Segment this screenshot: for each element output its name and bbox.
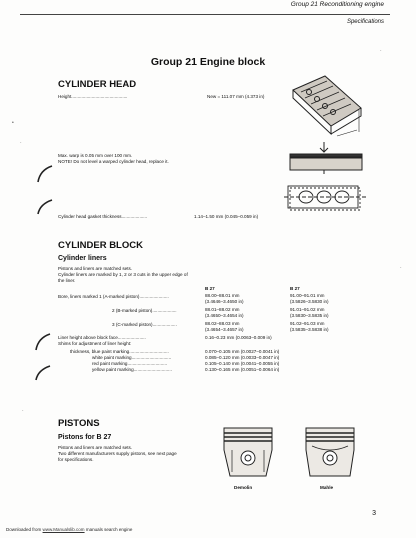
- straight-edge-illustration: [286, 140, 366, 176]
- shim-row-label: yellow paint marking..............................: [92, 367, 172, 372]
- bore-row-label: Bore, liners marked 1 (A-marked piston).......................: [58, 294, 169, 299]
- gasket-label: Cylinder head gasket thickness....................: [58, 214, 148, 219]
- binder-hole-arc: [36, 334, 50, 350]
- scan-speck: ·: [22, 408, 24, 414]
- height-label: Height............................................: [58, 94, 128, 99]
- bore-value: 88.02–88.03 mm: [205, 321, 240, 326]
- bore-value: 91.00–91.01 mm: [290, 293, 325, 298]
- download-footer: [6, 527, 132, 532]
- warp-note: NOTE! Do not level a warped cylinder head, replace it.: [58, 159, 169, 164]
- demolin-caption: Demolin: [234, 485, 253, 490]
- footer-suffix: manuals search engine: [85, 527, 133, 532]
- pistons-text-line: Two different manufacturers supply pistons, see next page: [58, 451, 177, 456]
- bore-value: 88.01–88.02 mm: [205, 307, 240, 312]
- manualslib-link[interactable]: www.Manualslib.com: [42, 527, 85, 532]
- shim-row-label: white paint marking...............................: [92, 355, 172, 360]
- scan-speck: ·: [20, 140, 22, 146]
- bore-value: 91.02–91.03 mm: [290, 321, 325, 326]
- warp-spec: Max. warp is 0.05 mm over 100 mm.: [58, 153, 133, 158]
- cylinder-liners-heading: Cylinder liners: [58, 255, 107, 262]
- shim-row-value: 0.105–0.140 mm (0.0041–0.0055 in): [205, 361, 280, 366]
- footer-prefix: Downloaded from: [6, 527, 42, 532]
- shim-row-value: 0.070–0.105 mm (0.0027–0.0041 in): [205, 349, 280, 354]
- mahle-caption: Mahle: [320, 485, 334, 490]
- bore-row-label: 3 (C-marked piston)...................: [112, 322, 177, 327]
- liners-intro-line: the liner.: [58, 278, 76, 283]
- binder-hole-arc: [38, 200, 52, 214]
- pistons-b27-heading: Pistons for B 27: [58, 434, 112, 441]
- cylinder-block-heading: CYLINDER BLOCK: [58, 240, 143, 251]
- bore-value: (3.4646–3.4650 in): [205, 299, 244, 304]
- shim-row-label: red paint marking...............................: [92, 361, 168, 366]
- head-section-illustration: [284, 180, 368, 214]
- bore-value: 91.01–91.02 mm: [290, 307, 325, 312]
- shim-row-value: 0.130–0.165 mm (0.0051–0.0064 in): [205, 367, 280, 372]
- page-number: 3: [372, 510, 376, 517]
- pistons-text-line: Pistons and liners are matched sets.: [58, 445, 133, 450]
- demolin-piston-illustration: [218, 424, 278, 480]
- scan-speck: ·: [400, 265, 402, 271]
- cylinder-head-illustration: [287, 72, 367, 140]
- page-title: Group 21 Engine block: [150, 56, 266, 68]
- scan-speck: ·: [380, 48, 382, 54]
- column-header: B 27: [205, 286, 215, 291]
- liners-intro-line: Cylinder liners are marked by 1, 2 or 3 cuts in the upper edge of: [58, 272, 188, 277]
- column-header: B 27: [290, 286, 300, 291]
- bore-value: (3.5830–3.5835 in): [290, 313, 329, 318]
- bore-value: (3.5835–3.5838 in): [290, 327, 329, 332]
- liner-height-value: 0.16–0.23 mm (0.0063–0.009 in): [205, 335, 272, 340]
- height-value: New = 111.07 mm (4.373 in): [207, 94, 265, 99]
- binder-hole-arc: [38, 166, 52, 182]
- liner-height-label: Liner height above block face......................: [58, 335, 146, 340]
- bore-value: 88.00–88.01 mm: [205, 293, 240, 298]
- running-header-subtitle: Specifications: [346, 19, 384, 25]
- bore-row-label: 2 (B-marked piston)...................: [112, 308, 177, 313]
- mahle-piston-illustration: [300, 424, 360, 480]
- shims-label: Shims for adjustment of liner height:: [58, 341, 132, 346]
- cylinder-head-heading: CYLINDER HEAD: [58, 79, 137, 90]
- gasket-value: 1.14–1.50 mm (0.045–0.059 in): [194, 214, 259, 219]
- bore-value: (3.4654–3.4657 in): [205, 327, 244, 332]
- shim-row-value: 0.085–0.120 mm (0.0033–0.0047 in): [205, 355, 280, 360]
- pistons-text-line: for specifications.: [58, 457, 94, 462]
- shim-row-label: thickness, blue paint marking...............................: [70, 349, 169, 354]
- pistons-heading: PISTONS: [58, 418, 100, 429]
- liners-intro-line: Pistons and liners are matched sets.: [58, 266, 133, 271]
- bore-value: (3.5826–3.5830 in): [290, 299, 329, 304]
- scan-speck: •: [12, 120, 14, 126]
- bore-value: (3.4650–3.4654 in): [205, 313, 244, 318]
- running-header-title: Group 21 Reconditioning engine: [290, 1, 384, 8]
- binder-hole-arc: [36, 366, 50, 380]
